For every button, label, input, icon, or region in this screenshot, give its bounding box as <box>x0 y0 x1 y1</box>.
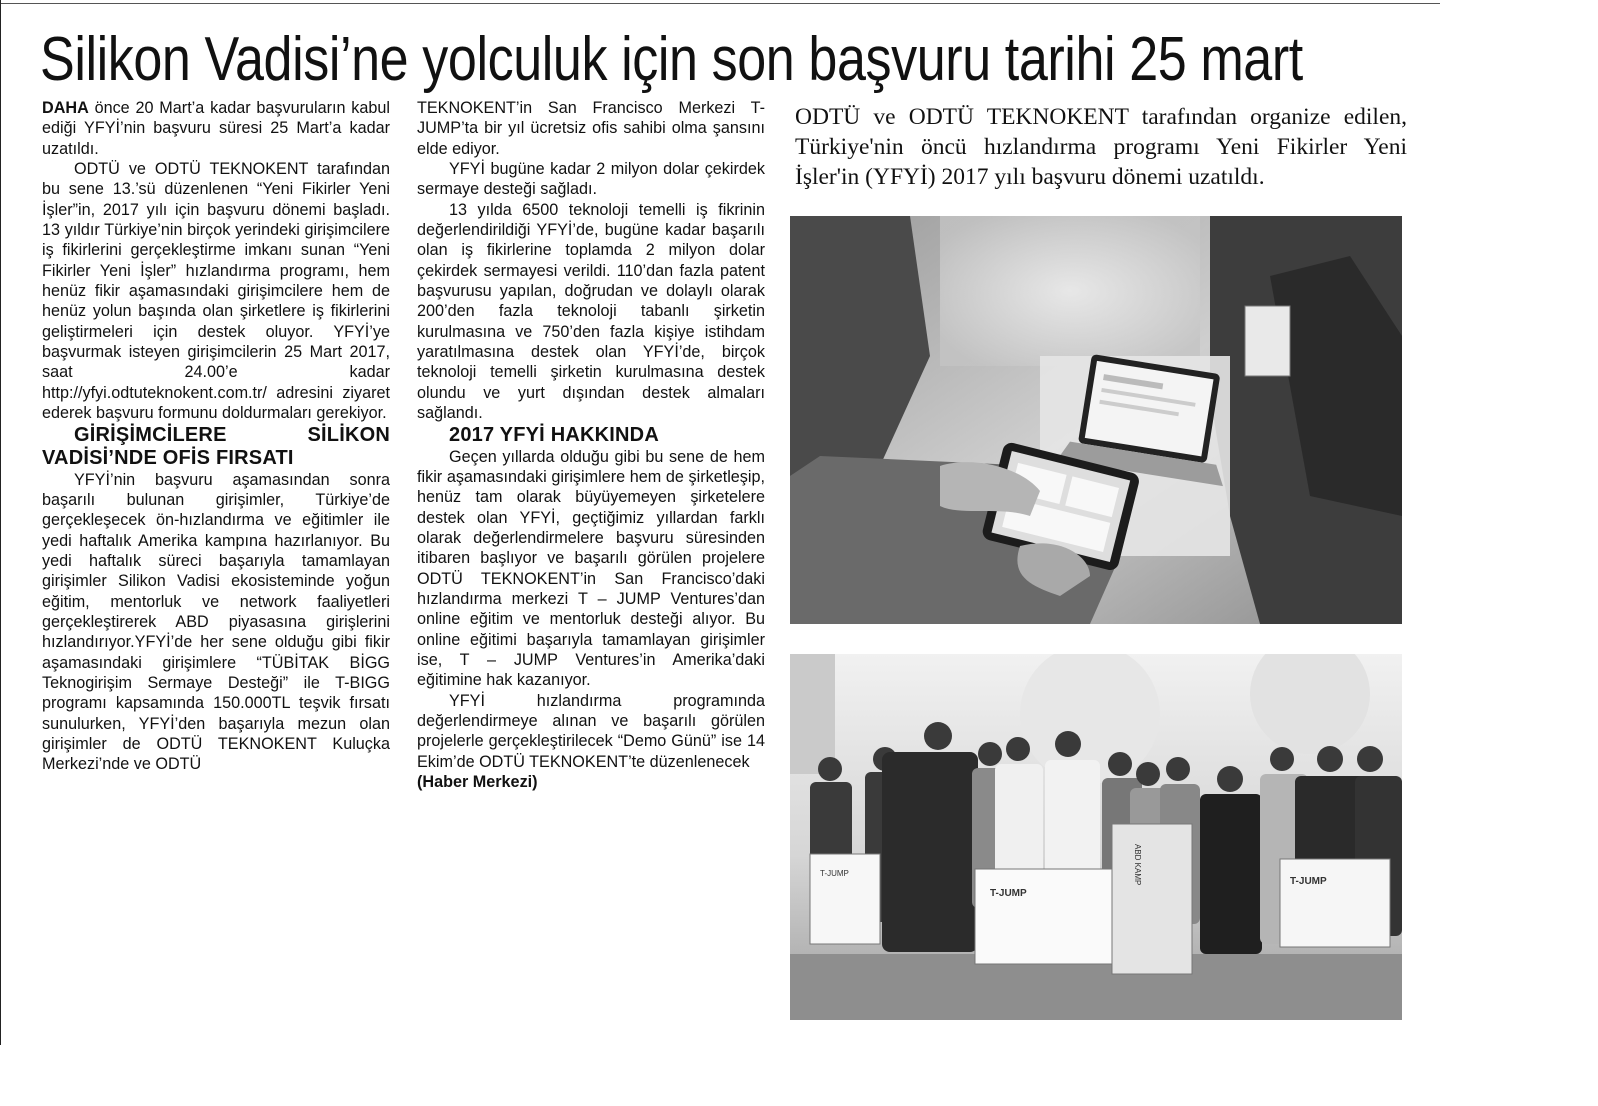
photo-award-group-image <box>790 654 1402 1020</box>
check-label: T-JUMP <box>990 888 1027 899</box>
photo-tablet-laptop <box>790 216 1402 624</box>
check-board-4 <box>1280 859 1390 947</box>
article-intro: ODTÜ ve ODTÜ TEKNOKENT tarafından organize edilen, Türkiye'nin öncü hızlandırma programı Yeni Fikirler Yeni İşler'in (YFYİ) 2017 yılı başvuru dönemi uzatıldı. <box>795 104 1407 190</box>
subheading: GİRİŞİMCİLERE SİLİKON VADİSİ’NDE OFİS FIRSATI <box>42 423 390 469</box>
subheading: 2017 YFYİ HAKKINDA <box>449 423 659 446</box>
paragraph-text: önce 20 Mart’a kadar başvuruların kabul ediği YFYİ’nin başvuru süresi 25 Mart’a kadar uzatıldı. <box>42 99 390 158</box>
article-column-2 <box>417 98 765 792</box>
check-label: T-JUMP <box>820 869 849 878</box>
check-board-1 <box>810 854 880 944</box>
check-label: ABD KAMP <box>1133 844 1142 886</box>
lead-in-word: DAHA <box>42 99 89 117</box>
photo-tablet-laptop-image <box>790 216 1402 624</box>
photo-award-group <box>790 654 1402 1020</box>
paragraph: YFYİ hızlandırma programında değerlendirmeye alınan ve başarılı görülen projelerle gerçekleştirilecek “Demo Günü” ise 14 Ekim’de ODTÜ TEKNOKENT’te düzenlenecek <box>417 691 765 771</box>
byline <box>417 772 765 792</box>
check-board-3 <box>1112 824 1192 974</box>
check-label: T-JUMP <box>1290 876 1327 887</box>
article-column-1 <box>42 98 390 775</box>
top-rule <box>0 3 1440 4</box>
left-rule <box>0 0 1 1045</box>
paragraph <box>42 98 390 159</box>
paragraph: 13 yılda 6500 teknoloji temelli iş fikrinin değerlendirildiği YFYİ’de, bugüne kadar başarılı olan iş fikirlerine toplamda 2 milyon dolar çekirdek sermayesi verildi. 110’dan fazla patent başvurusu yapılan, doğrudan ve dolaylı olarak 200’den fazla teknoloji tabanlı şirketin kurulmasına ve 750’den fazla kişiye istihdam yaratılmasına destek olan YFYİ’de, birçok teknoloji temelli şirketin kurulmasına destek olundu ve yurt dışından destek almaları sağlandı. <box>417 200 765 423</box>
paragraph: YFYİ bugüne kadar 2 milyon dolar çekirdek sermaye desteği sağladı. <box>417 160 765 199</box>
paragraph: ODTÜ ve ODTÜ TEKNOKENT tarafından bu sene 13.’sü düzenlenen “Yeni Fikirler Yeni İşler”in, 2017 yılı için başvuru dönemi başladı. 13 yıldır Türkiye’nin birçok yerindeki girişimcilere iş fikirlerini gerçekleştirme imkanı sunan “Yeni Fikirler Yeni İşler” hızlandırma programı, hem henüz fikir aşamasındaki girişimcilere hem de henüz yolun başında olan şirketlere iş fikirlerini geliştirmeleri için destek oluyor. YFYİ’ye başvurmak isteyen girişimcilerin 25 Mart 2017, saat 24.00’e kadar http://yfyi.odtuteknokent.com.tr/ adresini ziyaret ederek başvuru formunu doldurmaları gerekiyor. <box>42 160 390 423</box>
paragraph: TEKNOKENT’in San Francisco Merkezi T-JUMP’ta bir yıl ücretsiz ofis sahibi olma şansını elde ediyor. <box>417 99 765 158</box>
paragraph: Geçen yıllarda olduğu gibi bu sene de hem fikir aşamasındaki girişimlere hem de şirketleşip, henüz tam olarak büyüyemeyen şirketelere destek olan YFYİ, geçtiğimiz yıllardan farklı olarak değerlendirmelere başvuru süresinden itibaren başlıyor ve başarılı görülen projelere ODTÜ TEKNOKENT’in San Francisco’daki hızlandırma merkezi T – JUMP Ventures’dan online eğitim ve mentorluk desteği alıyor. Bu online eğitimi başarıyla tamamlayan girişimler ise, T – JUMP Ventures’in Amerika’daki eğitimine hak kazanıyor. <box>417 447 765 690</box>
byline-text: (Haber Merkezi) <box>417 773 538 791</box>
headline: Silikon Vadisi’ne yolculuk için son başvuru tarihi 25 mart <box>40 25 1303 94</box>
paragraph: YFYİ’nin başvuru aşamasından sonra başarılı bulunan girişimler, Türkiye’de gerçekleşecek ön-hızlandırma ve eğitimler ile yedi haftalık Amerika kampına hazırlanıyor. Bu yedi haftalık süreci başarıyla tamamlayan girişimler Silikon Vadisi ekosisteminde yoğun eğitim, mentorluk ve network faaliyetleri gerçekleştirerek ABD piyasasına girişlerini hızlandırıyor.YFYİ’de her sene olduğu gibi fikir aşamasındaki girişimlere “TÜBİTAK BİGG Teknogirişim Sermaye Desteği” ile T-BIGG programı kapsamında 150.000TL teşvik fırsatı sunulurken, YFYİ’den başarıyla mezun olan girişimler de ODTÜ TEKNOKENT Kuluçka Merkezi’nde ve ODTÜ <box>42 470 390 774</box>
